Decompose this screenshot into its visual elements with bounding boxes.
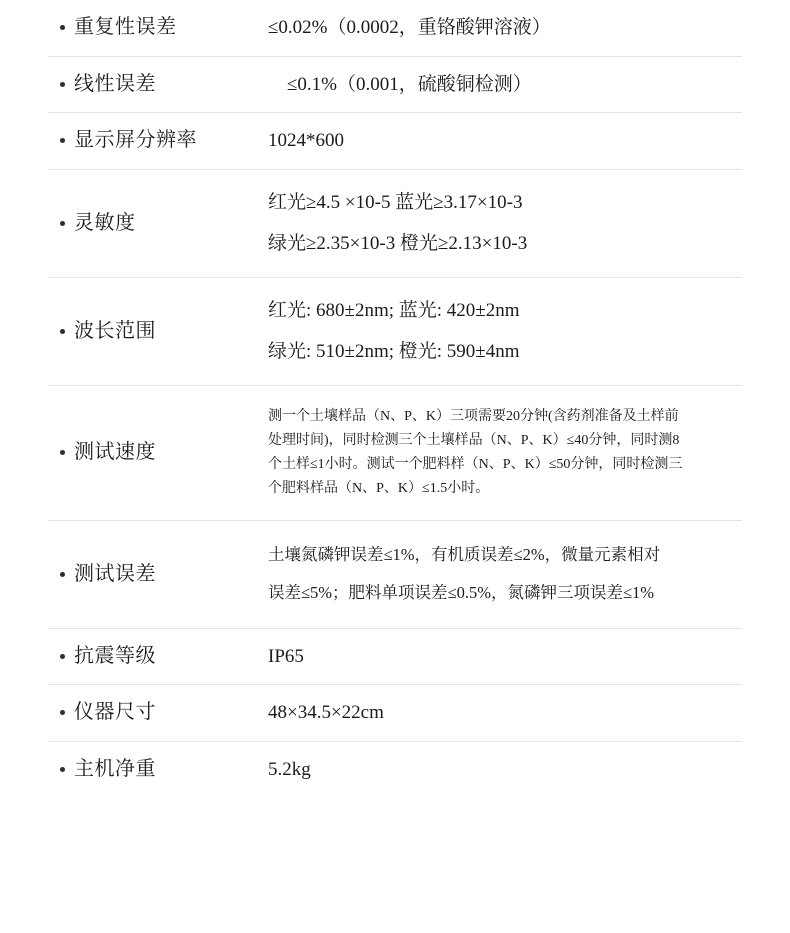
spec-label: 抗震等级 <box>74 644 156 667</box>
spec-row <box>48 742 742 798</box>
bullet-icon <box>60 767 65 772</box>
specification-table <box>48 0 742 797</box>
spec-label: 显示屏分辨率 <box>74 129 197 152</box>
spec-value-cell <box>260 113 742 169</box>
bullet-icon <box>60 572 65 577</box>
spec-value-cell <box>260 629 742 685</box>
spec-value-cell <box>260 386 742 520</box>
spec-row <box>48 685 742 742</box>
bullet-icon <box>60 221 65 226</box>
bullet-icon <box>60 329 65 334</box>
spec-label-cell <box>48 57 260 113</box>
spec-value-line: 个肥料样品（N、P、K）≤1.5小时。 <box>268 481 490 497</box>
spec-value-line: 5.2kg <box>268 758 311 780</box>
spec-row <box>48 57 742 114</box>
spec-row <box>48 113 742 170</box>
spec-value-line: 1024*600 <box>268 130 344 152</box>
spec-value-line: IP65 <box>268 645 304 667</box>
spec-value-line: 个土样≤1小时。测试一个肥料样（N、P、K）≤50分钟，同时检测三 <box>268 456 683 472</box>
spec-value-cell <box>260 742 742 798</box>
spec-label-cell <box>48 386 260 520</box>
spec-value-cell <box>260 685 742 741</box>
spec-value-line: 48×34.5×22cm <box>268 702 384 724</box>
bullet-icon <box>60 138 65 143</box>
bullet-icon <box>60 25 65 30</box>
spec-row <box>48 170 742 278</box>
spec-label-cell <box>48 170 260 277</box>
spec-label-cell <box>48 742 260 798</box>
bullet-icon <box>60 710 65 715</box>
spec-row <box>48 278 742 386</box>
spec-row <box>48 629 742 686</box>
spec-label: 线性误差 <box>74 72 156 95</box>
spec-label: 重复性误差 <box>74 16 177 39</box>
spec-value-cell <box>260 0 742 56</box>
spec-row <box>48 386 742 521</box>
spec-value-line: 处理时间)，同时检测三个土壤样品（N、P、K）≤40分钟，同时测8 <box>268 432 680 448</box>
spec-value-line: 红光≥4.5 ×10-5 蓝光≥3.17×10-3 <box>268 191 523 213</box>
spec-value-cell <box>260 57 742 113</box>
spec-label-cell <box>48 113 260 169</box>
spec-label: 测试误差 <box>74 562 156 585</box>
spec-label: 测试速度 <box>74 441 156 464</box>
spec-value-line: 绿光≥2.35×10-3 橙光≥2.13×10-3 <box>268 233 528 255</box>
spec-label-cell <box>48 685 260 741</box>
spec-value-line: 测一个土壤样品（N、P、K）三项需要20分钟(含药剂准备及土样前 <box>268 408 679 424</box>
bullet-icon <box>60 654 65 659</box>
bullet-icon <box>60 450 65 455</box>
spec-row <box>48 0 742 57</box>
spec-label-cell <box>48 629 260 685</box>
spec-value-line: 误差≤5%；肥料单项误差≤0.5%，氮磷钾三项误差≤1% <box>268 582 655 602</box>
spec-value-cell <box>260 170 742 277</box>
spec-value-line: ≤0.1%（0.001，硫酸铜检测） <box>268 73 532 95</box>
spec-value-line: ≤0.02%（0.0002，重铬酸钾溶液） <box>268 17 551 38</box>
spec-value-cell <box>260 278 742 385</box>
bullet-icon <box>60 82 65 87</box>
spec-label: 波长范围 <box>74 319 156 342</box>
spec-label-cell <box>48 0 260 56</box>
spec-label-cell <box>48 278 260 385</box>
spec-label: 灵敏度 <box>74 211 136 234</box>
spec-value-cell <box>260 521 742 628</box>
spec-value-line: 土壤氮磷钾误差≤1%，有机质误差≤2%，微量元素相对 <box>268 545 661 565</box>
spec-value-line: 绿光: 510±2nm; 橙光: 590±4nm <box>268 341 520 363</box>
spec-label: 主机净重 <box>74 758 156 780</box>
spec-label: 仪器尺寸 <box>74 701 156 724</box>
spec-label-cell <box>48 521 260 628</box>
spec-row <box>48 521 742 629</box>
spec-value-line: 红光: 680±2nm; 蓝光: 420±2nm <box>268 299 520 321</box>
